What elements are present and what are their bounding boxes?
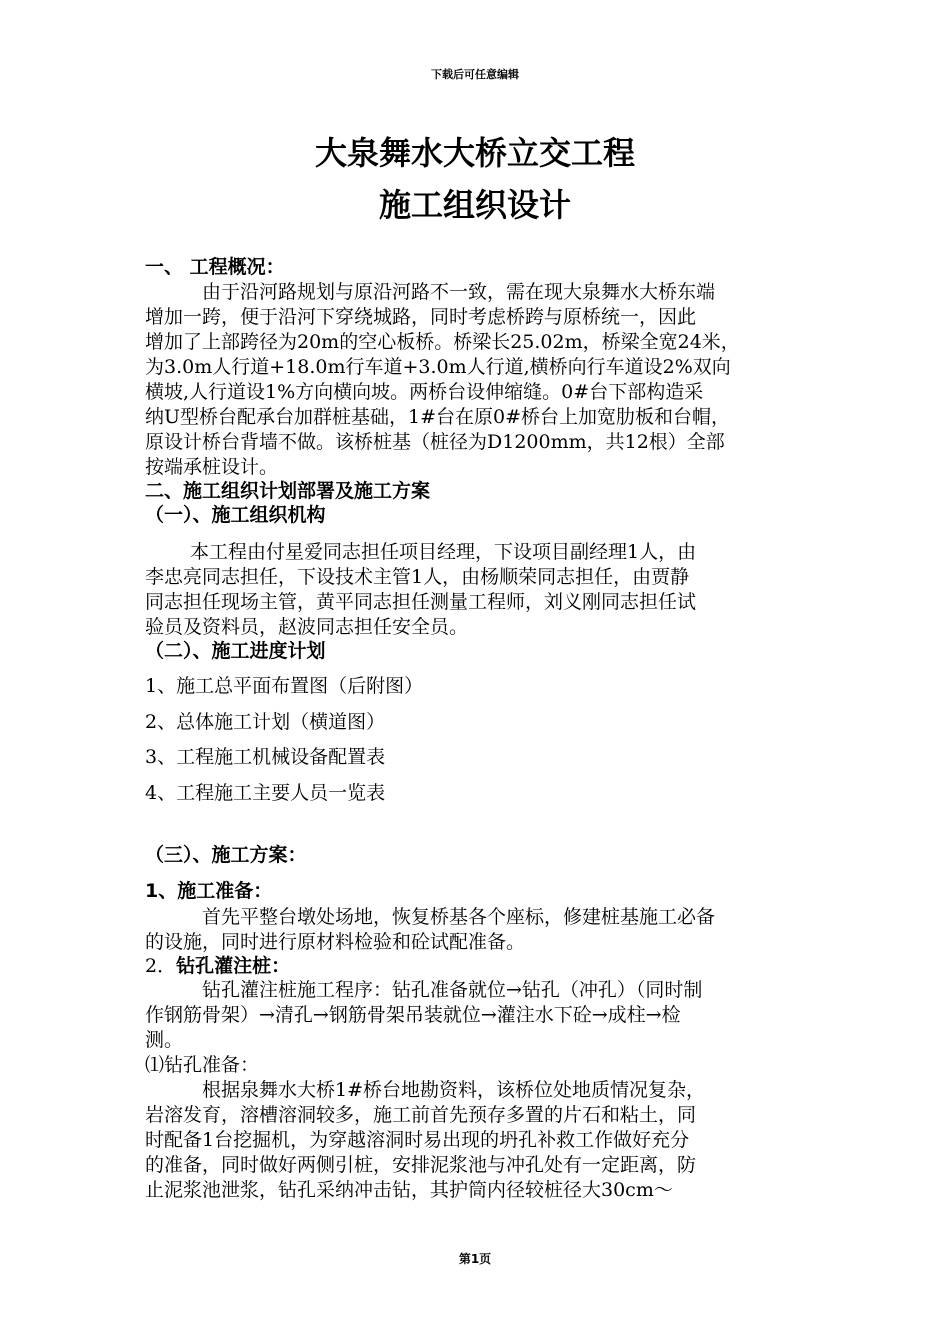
s1-line-7: 原设计桥台背墙不做。该桥桩基（桩径为D1200mm，共12根）全部	[145, 431, 725, 453]
drill-line-1: 根据泉舞水大桥1#桥台地勘资料，该桥位处地质情况复杂，	[202, 1079, 706, 1101]
s1-line-2: 增加一跨，便于沿河下穿绕城路，同时考虑桥跨与原桥统一，因此	[145, 306, 697, 328]
pile-line-3: 测。	[145, 1029, 184, 1051]
prep-line-1: 首先平整台墩处场地，恢复桥基各个座标，修建桩基施工必备	[202, 906, 716, 928]
drill-line-2: 岩溶发育，溶槽溶洞较多，施工前首先预存多置的片石和粘土，同	[145, 1104, 697, 1126]
pile-line-2: 作钢筋骨架）→清孔→钢筋骨架吊装就位→灌注水下砼→成柱→检	[145, 1004, 681, 1026]
pile-heading: 钻孔灌注桩：	[176, 955, 291, 977]
plan-item-2: 2、总体施工计划（横道图）	[145, 711, 386, 733]
subsection-3-heading: （三）、施工方案：	[145, 844, 307, 866]
plan-item-1: 1、施工总平面布置图（后附图）	[145, 675, 424, 697]
drill-line-3: 时配备1台挖掘机，为穿越溶洞时易出现的坍孔补救工作做好充分	[145, 1129, 690, 1151]
plan-item-4: 4、工程施工主要人员一览表	[145, 782, 386, 804]
s1-line-4: 为3.0m人行道+18.0m行车道+3.0m人行道,横桥向行车道设2%双向	[145, 356, 731, 378]
pile-line-1: 钻孔灌注桩施工程序：钻孔准备就位→钻孔（冲孔）（同时制	[202, 979, 703, 1001]
sub1-line-2: 李忠亮同志担任，下设技术主管1人，由杨顺荣同志担任，由贾静	[145, 566, 690, 588]
subsection-2-heading: （二）、施工进度计划	[145, 640, 326, 662]
drill-line-5: 止泥浆池泄浆，钻孔采纳冲击钻，其护筒内径较桩径大30cm～	[145, 1179, 673, 1201]
pile-heading-row	[145, 951, 290, 978]
s1-line-6: 纳U型桥台配承台加群桩基础，1#台在原0#桥台上加宽肋板和台帽，	[145, 406, 731, 428]
prep-heading: 1、施工准备：	[145, 880, 273, 902]
page-header-note: 下载后可任意编辑	[431, 68, 519, 81]
drill-prep-heading: ⑴钻孔准备：	[145, 1054, 260, 1076]
pile-heading-number: 2．	[145, 955, 177, 977]
s1-line-1: 由于沿河路规划与原沿河路不一致，需在现大泉舞水大桥东端	[202, 281, 716, 303]
s1-line-5: 横坡,人行道设1%方向横向坡。两桥台设伸缩缝。0#台下部构造采	[145, 381, 704, 403]
sub1-line-3: 同志担任现场主管，黄平同志担任测量工程师，刘义刚同志担任试	[145, 591, 697, 613]
sub1-line-1: 本工程由付星爱同志担任项目经理，下设项目副经理1人，由	[190, 541, 697, 563]
section-2-heading: 二、施工组织计划部署及施工方案	[145, 480, 431, 502]
page-number: 第1页	[458, 1252, 492, 1266]
s1-line-8: 按端承桩设计。	[145, 456, 279, 478]
section-1-heading: 一、 工程概况：	[145, 256, 285, 278]
prep-line-2: 的设施，同时进行原材料检验和砼试配准备。	[145, 931, 526, 953]
document-title-line-2: 施工组织设计	[378, 186, 571, 224]
s1-line-3: 增加了上部跨径为20m的空心板桥。桥梁长25.02m，桥梁全宽24米，	[145, 331, 740, 353]
sub1-line-4: 验员及资料员，赵波同志担任安全员。	[145, 616, 469, 638]
document-title-line-1: 大泉舞水大桥立交工程	[314, 134, 635, 172]
plan-item-3: 3、工程施工机械设备配置表	[145, 746, 386, 768]
subsection-1-heading: （一）、施工组织机构	[145, 504, 326, 526]
drill-line-4: 的准备，同时做好两侧引桩，安排泥浆池与冲孔处有一定距离，防	[145, 1154, 697, 1176]
